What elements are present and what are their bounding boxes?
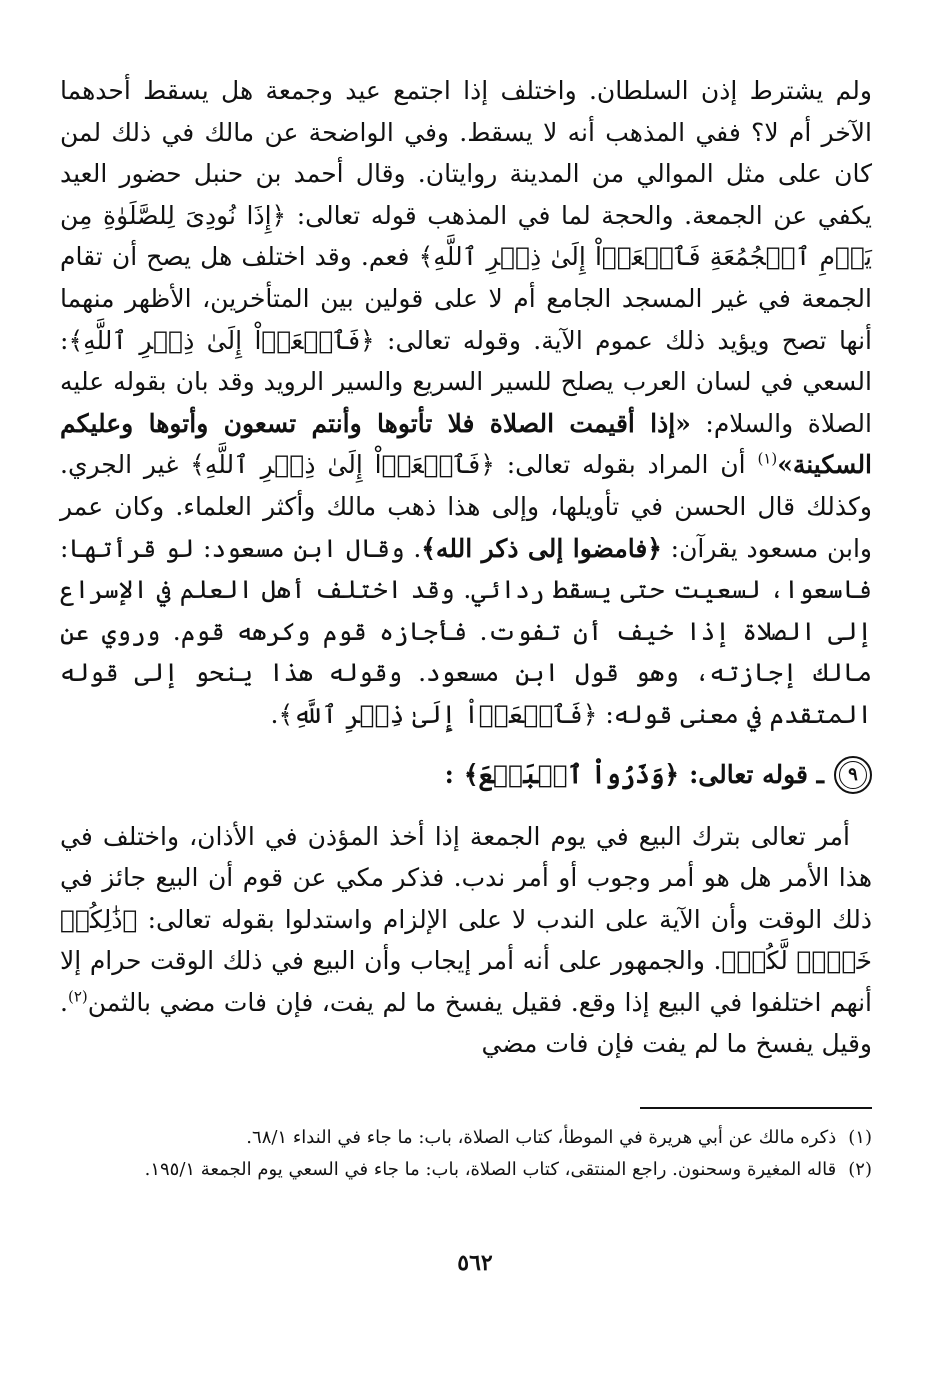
quran-verse: ﴿إِذَا نُودِىَ لِلصَّلَوٰةِ مِن يَوۡمِ ٱلۡجُمُعَةِ فَٱسۡعَوۡاْ إِلَىٰ ذِكۡرِ ٱللَّهِ﴾: [60, 200, 872, 272]
text-segment: فعم. وقد اختلف هل يصح أن تقام الجمعة في غير المسجد الجامع أم لا على قولين بين المتأخرين، الأظهر منهما أنها تصح ويؤيد ذلك عموم الآية. وقوله تعالى:: [60, 242, 872, 355]
quran-verse: ﴿فَٱسۡعَوۡاْ إِلَىٰ ذِكۡرِ ٱللَّهِ﴾: [190, 450, 495, 480]
section-heading: [60, 756, 872, 794]
section-colon: :: [444, 760, 454, 789]
paragraph-bay: [60, 816, 872, 1066]
text-segment: . وقال ابن مسعود: لو قرأتها: فاسعوا، لسعيت حتى يسقط ردائي. وقد اختلف أهل العلم في الإسراع إلى الصلاة إذا خيف أن تفوت. فأجازه قوم وكرهه قوم. وروي عن مالك إجازته، وهو قول ابن مسعود. وقوله هذا ينحو إلى قوله المتقدم في معنى قوله:: [60, 533, 872, 729]
text-segment: أن المراد بقوله تعالى:: [494, 450, 758, 480]
footnote-2: [60, 1154, 872, 1186]
text-segment: . والجمهور على أنه أمر إيجاب وأن البيع في ذلك الوقت حرام إلا أنهم اختلفوا في البيع إذا وقع. فقيل يفسخ ما لم يفت، فإن فات مضي بالثمن: [60, 946, 872, 1017]
quran-verse: ﴿فَٱسۡعَوۡاْ إِلَىٰ ذِكۡرِ ٱللَّهِ﴾: [68, 325, 375, 355]
verse-number-badge: [834, 756, 872, 794]
section-label: ـ قوله تعالى:: [689, 760, 824, 789]
verse-number: ٩: [848, 764, 858, 785]
footnote-ref: (٢): [67, 987, 88, 1006]
footnote-text: ذكره مالك عن أبي هريرة في الموطأ، كتاب الصلاة، باب: ما جاء في النداء ٦٨/١.: [246, 1127, 837, 1148]
footnotes: [60, 1122, 872, 1186]
footnote-ref: (١): [757, 450, 778, 469]
footnote-text: قاله المغيرة وسحنون. راجع المنتقى، كتاب الصلاة، باب: ما جاء في السعي يوم الجمعة ١٩٥/١.: [144, 1159, 837, 1180]
footnote-number: (١): [848, 1127, 872, 1148]
text-segment: . وقيل يفسخ ما لم يفت فإن فات مضي: [60, 987, 872, 1059]
quran-verse: ﴿فَٱسۡعَوۡاْ إِلَىٰ ذِكۡرِ ٱللَّهِ﴾: [278, 699, 598, 729]
text-segment: : السعي في لسان العرب يصلح للسير السريع والسير الرويد وقد بان بقوله عليه الصلاة والسلام:: [60, 325, 872, 438]
text-segment: ولم يشترط إذن السلطان. واختلف إذا اجتمع عيد وجمعة هل يسقط أحدهما الآخر أم لا؟ ففي المذهب أنه لا يسقط. وفي الواضحة عن مالك في ذلك لمن كان على مثل الموالي من المدينة روايتان. وقال أحمد بن حنبل حضور العيد يكفي عن الجمعة. والحجة لما في المذهب قوله تعالى:: [60, 76, 873, 230]
hadith-quote: ﴿فامضوا إلى ذكر الله﴾: [421, 533, 662, 563]
section-verse: ﴿وَذَرُواْ ٱلۡبَيۡعَ﴾: [463, 760, 680, 789]
page-number: ٥٦٢: [457, 1250, 493, 1276]
hadith-quote: «إذا أقيمت الصلاة فلا تأتوها وأنتم تسعون وأتوها وعليكم السكينة»: [60, 408, 873, 480]
footnote-separator: [640, 1107, 872, 1109]
footnote-1: [60, 1122, 872, 1154]
page-body: [60, 70, 872, 1065]
quran-verse: ﴿ذَٰلِكُمۡ خَيۡرٞ لَّكُمۡ﴾: [60, 904, 872, 976]
paragraph-jumuah-sai: [60, 70, 872, 736]
footnote-number: (٢): [848, 1159, 872, 1180]
text-segment: .: [270, 699, 279, 729]
text-segment: أمر تعالى بترك البيع في يوم الجمعة إذا أخذ المؤذن في الأذان، واختلف في هذا الأمر هل هو أمر وجوب أو أمر ندب. فذكر مكي عن قوم أن البيع جائز في ذلك الوقت وأن الآية على الندب لا على الإلزام واستدلوا بقوله تعالى:: [60, 821, 872, 934]
text-segment: غير الجري. وكذلك قال الحسن في تأويلها، وإلى هذا ذهب مالك وأكثر العلماء. وكان عمر وابن مسعود يقرآن:: [60, 450, 872, 563]
